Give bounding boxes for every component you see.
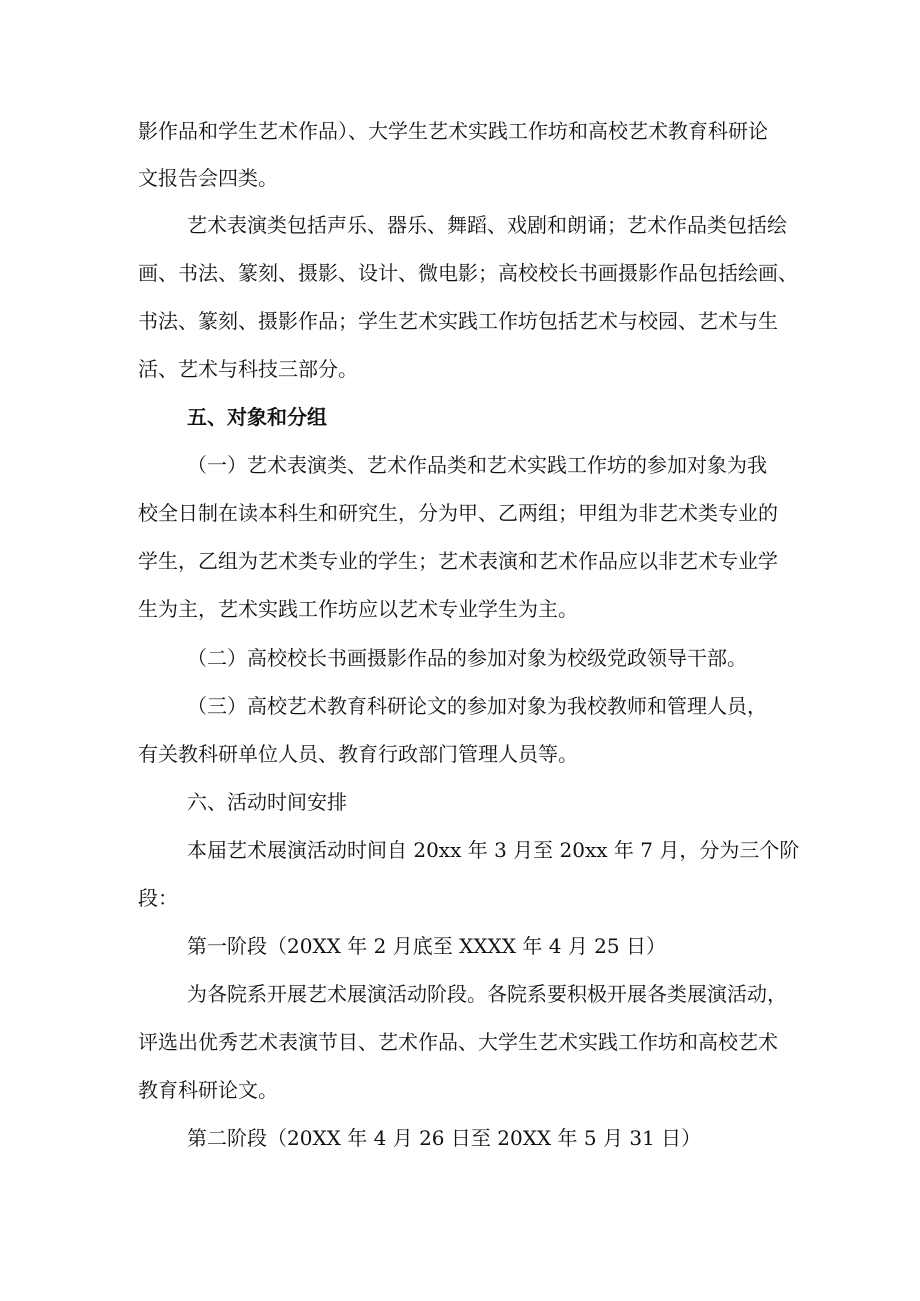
paragraph-line: 评选出优秀艺术表演节目、艺术作品、大学生艺术实践工作坊和高校艺术 bbox=[138, 1030, 778, 1054]
paragraph-line: 为各院系开展艺术展演活动阶段。各院系要积极开展各类展演活动， bbox=[187, 982, 787, 1006]
paragraph-line: （二）高校校长书画摄影作品的参加对象为校级党政领导干部。 bbox=[187, 646, 747, 670]
paragraph-line: 段： bbox=[138, 886, 178, 910]
paragraph-line: 书法、篆刻、摄影作品；学生艺术实践工作坊包括艺术与校园、艺术与生 bbox=[138, 309, 778, 333]
paragraph-line: （一）艺术表演类、艺术作品类和艺术实践工作坊的参加对象为我 bbox=[187, 453, 767, 477]
paragraph-line: 第一阶段（20XX 年 2 月底至 XXXX 年 4 月 25 日） bbox=[187, 934, 666, 958]
paragraph-line: 有关教科研单位人员、教育行政部门管理人员等。 bbox=[138, 742, 578, 766]
paragraph-line: 艺术表演类包括声乐、器乐、舞蹈、戏剧和朗诵；艺术作品类包括绘 bbox=[187, 213, 787, 237]
section-heading: 六、活动时间安排 bbox=[187, 790, 347, 814]
paragraph-line: 第二阶段（20XX 年 4 月 26 日至 20XX 年 5 月 31 日） bbox=[187, 1126, 702, 1150]
paragraph-line: （三）高校艺术教育科研论文的参加对象为我校教师和管理人员， bbox=[187, 694, 767, 718]
paragraph-line: 影作品和学生艺术作品）、大学生艺术实践工作坊和高校艺术教育科研论 bbox=[138, 119, 768, 143]
paragraph-line: 教育科研论文。 bbox=[138, 1078, 278, 1102]
paragraph-line: 文报告会四类。 bbox=[138, 166, 278, 190]
paragraph-line: 活、艺术与科技三部分。 bbox=[138, 357, 358, 381]
paragraph-line: 学生，乙组为艺术类专业的学生；艺术表演和艺术作品应以非艺术专业学 bbox=[138, 549, 778, 573]
paragraph-line: 画、书法、篆刻、摄影、设计、微电影；高校校长书画摄影作品包括绘画、 bbox=[138, 261, 798, 285]
section-heading: 五、对象和分组 bbox=[187, 405, 327, 429]
paragraph-line: 校全日制在读本科生和研究生，分为甲、乙两组；甲组为非艺术类专业的 bbox=[138, 501, 778, 525]
paragraph-line: 生为主，艺术实践工作坊应以艺术专业学生为主。 bbox=[138, 597, 578, 621]
paragraph-line: 本届艺术展演活动时间自 20xx 年 3 月至 20xx 年 7 月，分为三个阶 bbox=[187, 838, 800, 862]
